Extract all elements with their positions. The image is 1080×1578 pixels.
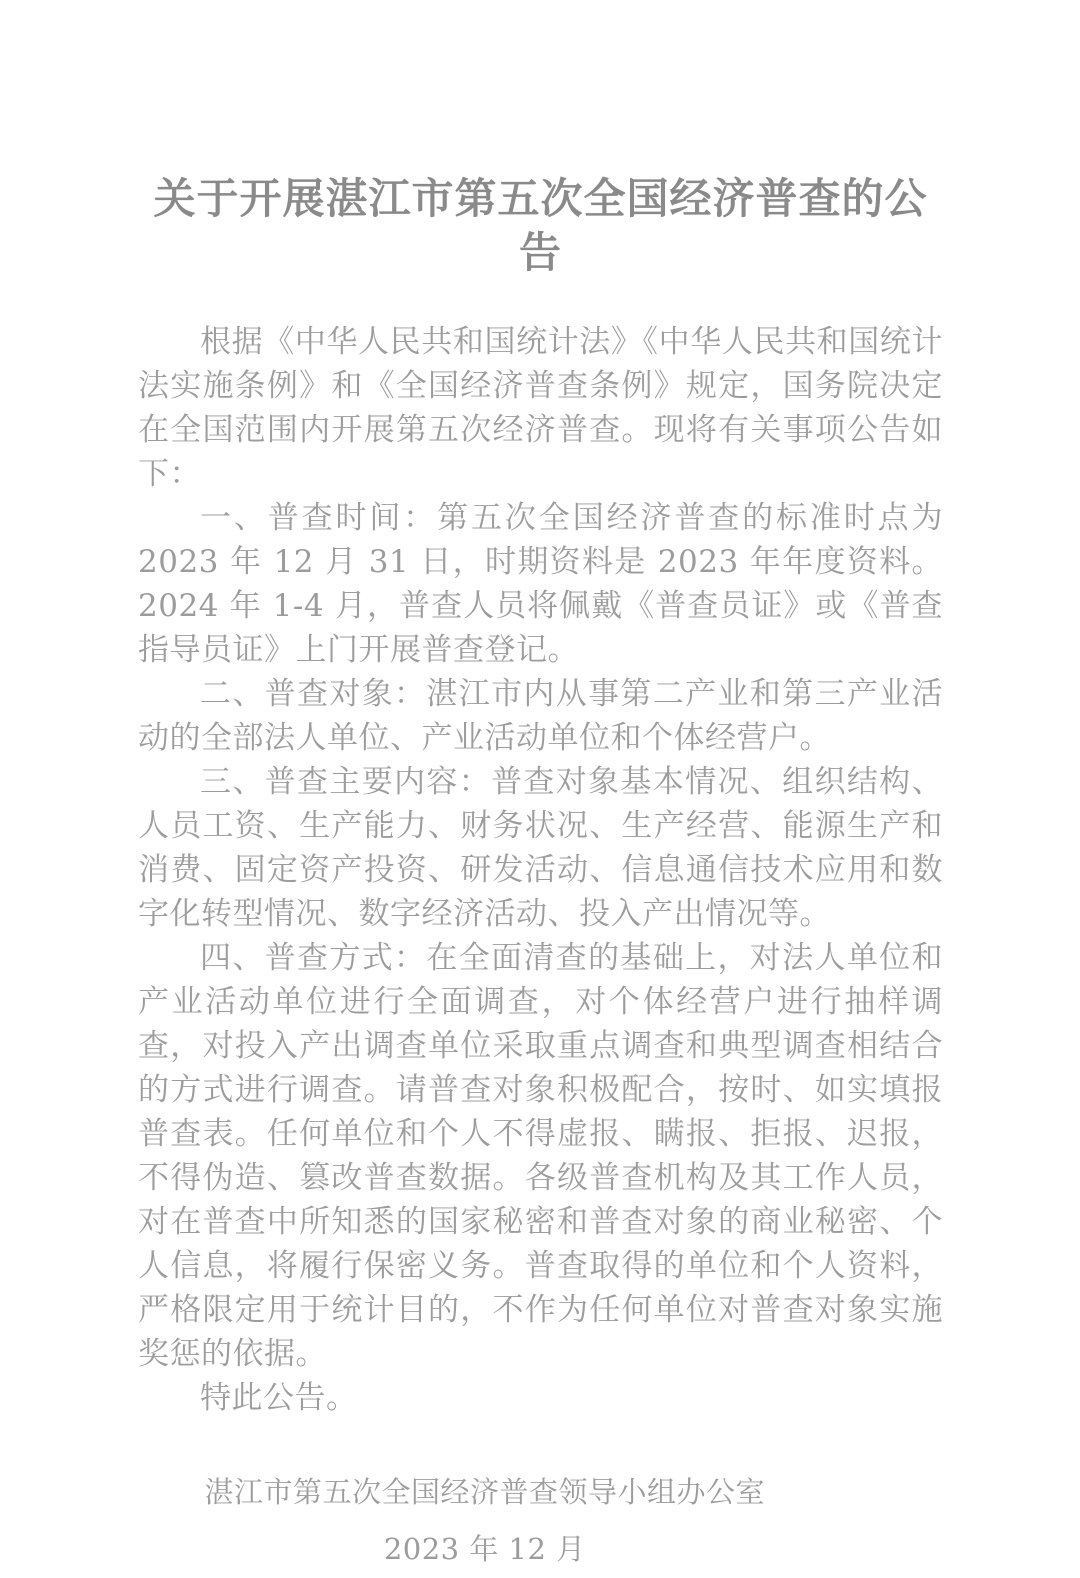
paragraph-census-objects: 二、普查对象：湛江市内从事第二产业和第三产业活动的全部法人单位、产业活动单位和个体经营户。 [138,676,943,756]
signature-office: 湛江市第五次全国经济普查领导小组办公室 [204,1475,765,1509]
paragraph-legal-basis: 根据《中华人民共和国统计法》《中华人民共和国统计法实施条例》和《全国经济普查条例》规定，国务院决定在全国范围内开展第五次经济普查。现将有关事项公告如下： [138,324,943,492]
document-title: 关于开展湛江市第五次全国经济普查的公告 [153,174,928,277]
paragraph-census-method: 四、普查方式：在全面清查的基础上，对法人单位和产业活动单位进行全面调查，对个体经营户进行抽样调查，对投入产出调查单位采取重点调查和典型调查相结合的方式进行调查。请普查对象积极配合，按时、如实填报普查表。任何单位和个人不得虚报、瞒报、拒报、迟报，不得伪造、篡改普查数据。各级普查机构及其工作人员，对在普查中所知悉的国家秘密和普查对象的商业秘密、个人信息，将履行保密义务。普查取得的单位和个人资料，严格限定用于统计目的，不作为任何单位对普查对象实施奖惩的依据。 [138,940,943,1372]
signature-date: 2023 年 12 月 [383,1532,586,1566]
signature-block [204,1464,765,1578]
paragraph-closing: 特此公告。 [200,1380,358,1416]
paragraph-census-content: 三、普查主要内容：普查对象基本情况、组织结构、人员工资、生产能力、财务状况、生产经营、能源生产和消费、固定资产投资、研发活动、信息通信技术应用和数字化转型情况、数字经济活动、投入产出情况等。 [138,764,943,932]
paragraph-census-time: 一、普查时间：第五次全国经济普查的标准时点为 2023 年 12 月 31 日，时期资料是 2023 年年度资料。2024 年 1-4 月，普查人员将佩戴《普查员证》或《普查指导员证》上门开展普查登记。 [138,500,943,668]
